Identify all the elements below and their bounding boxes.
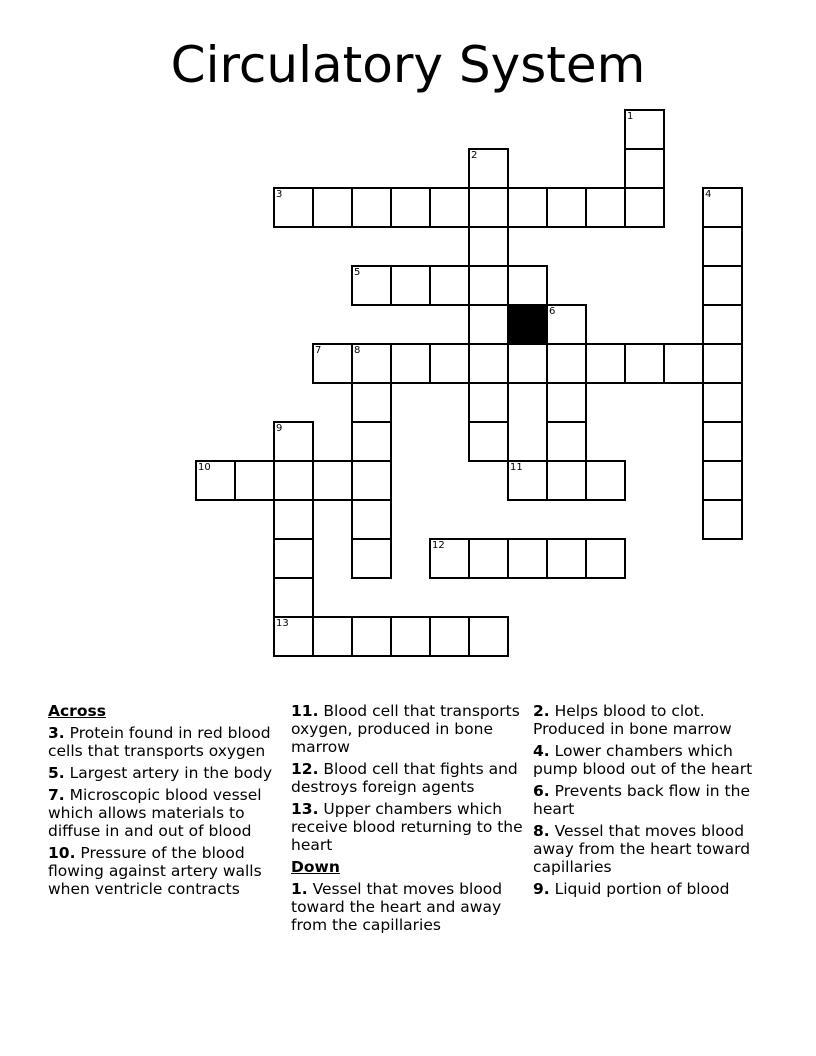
crossword-cell[interactable] (312, 616, 353, 657)
clue-column-3 (533, 702, 769, 902)
crossword-cell[interactable] (624, 187, 665, 228)
clue-number: 13 (276, 618, 289, 629)
clue-number: 7 (315, 345, 322, 356)
clue-number-label: 3. (48, 724, 65, 742)
crossword-cell[interactable] (351, 187, 392, 228)
clue-item (48, 844, 284, 898)
clue-number: 10 (198, 462, 211, 473)
crossword-cell[interactable] (273, 538, 314, 579)
crossword-cell[interactable] (702, 265, 743, 306)
crossword-cell[interactable] (546, 187, 587, 228)
crossword-cell[interactable] (273, 187, 314, 228)
crossword-cell[interactable] (273, 460, 314, 501)
clue-text: Vessel that moves blood away from the heart toward capillaries (533, 822, 751, 876)
clue-text: Lower chambers which pump blood out of the heart (533, 742, 753, 778)
clue-item (533, 822, 769, 876)
crossword-cell[interactable] (624, 148, 665, 189)
crossword-cell[interactable] (351, 382, 392, 423)
crossword-cell[interactable] (234, 460, 275, 501)
clue-text: Blood cell that fights and destroys foreign agents (291, 760, 518, 796)
crossword-cell[interactable] (429, 343, 470, 384)
crossword-cell[interactable] (429, 187, 470, 228)
crossword-cell[interactable] (351, 421, 392, 462)
crossword-cell[interactable] (468, 187, 509, 228)
crossword-cell[interactable] (429, 265, 470, 306)
crossword-cell[interactable] (546, 343, 587, 384)
clue-text: Vessel that moves blood toward the heart and away from the capillaries (291, 880, 503, 934)
crossword-cell[interactable] (351, 343, 392, 384)
clue-text: Helps blood to clot. Produced in bone marrow (533, 702, 732, 738)
crossword-cell[interactable] (351, 460, 392, 501)
crossword-cell[interactable] (507, 265, 548, 306)
crossword-cell[interactable] (702, 304, 743, 345)
crossword-cell[interactable] (468, 148, 509, 189)
crossword-cell[interactable] (546, 421, 587, 462)
clue-number-label: 2. (533, 702, 550, 720)
crossword-cell[interactable] (351, 538, 392, 579)
crossword-cell[interactable] (663, 343, 704, 384)
crossword-cell[interactable] (273, 499, 314, 540)
clues-section (0, 702, 816, 962)
clue-number: 3 (276, 189, 283, 200)
clue-number: 8 (354, 345, 361, 356)
clue-text: Microscopic blood vessel which allows materials to diffuse in and out of blood (48, 786, 262, 840)
clue-number: 9 (276, 423, 283, 434)
crossword-cell[interactable] (585, 538, 626, 579)
clue-text: Prevents back flow in the heart (533, 782, 750, 818)
clue-column-1 (48, 702, 284, 902)
clue-text: Protein found in red blood cells that transports oxygen (48, 724, 271, 760)
clue-text: Liquid portion of blood (549, 880, 730, 898)
crossword-cell[interactable] (390, 187, 431, 228)
crossword-cell[interactable] (468, 265, 509, 306)
clue-item (48, 724, 284, 760)
crossword-cell[interactable] (585, 460, 626, 501)
clue-number-label: 4. (533, 742, 550, 760)
clue-item (533, 742, 769, 778)
clue-item (291, 880, 527, 934)
clue-number: 12 (432, 540, 445, 551)
crossword-cell[interactable] (468, 616, 509, 657)
black-cell (507, 304, 548, 345)
clue-number-label: 7. (48, 786, 65, 804)
crossword-cell[interactable] (624, 343, 665, 384)
clue-item (291, 800, 527, 854)
clue-number: 6 (549, 306, 556, 317)
crossword-cell[interactable] (351, 499, 392, 540)
clue-number-label: 12. (291, 760, 319, 778)
crossword-cell[interactable] (312, 460, 353, 501)
crossword-cell[interactable] (273, 421, 314, 462)
clue-number-label: 5. (48, 764, 65, 782)
crossword-cell[interactable] (390, 265, 431, 306)
clue-number: 4 (705, 189, 712, 200)
clue-item (291, 760, 527, 796)
crossword-cell[interactable] (312, 187, 353, 228)
across-header: Across (48, 702, 106, 720)
crossword-cell[interactable] (390, 616, 431, 657)
crossword-cell[interactable] (429, 538, 470, 579)
clue-item (291, 702, 527, 756)
crossword-cell[interactable] (468, 538, 509, 579)
crossword-cell[interactable] (702, 382, 743, 423)
crossword-cell[interactable] (273, 577, 314, 618)
crossword-cell[interactable] (468, 343, 509, 384)
clue-number-label: 10. (48, 844, 76, 862)
crossword-cell[interactable] (390, 343, 431, 384)
crossword-cell[interactable] (507, 538, 548, 579)
crossword-cell[interactable] (585, 187, 626, 228)
crossword-cell[interactable] (429, 616, 470, 657)
crossword-cell[interactable] (702, 421, 743, 462)
down-header: Down (291, 858, 340, 876)
crossword-cell[interactable] (507, 187, 548, 228)
crossword-cell[interactable] (468, 382, 509, 423)
crossword-cell[interactable] (702, 187, 743, 228)
clue-item (533, 702, 769, 738)
clue-item (533, 782, 769, 818)
crossword-cell[interactable] (351, 616, 392, 657)
crossword-cell[interactable] (624, 109, 665, 150)
clue-number: 11 (510, 462, 523, 473)
clue-number-label: 13. (291, 800, 319, 818)
crossword-cell[interactable] (312, 343, 353, 384)
crossword-cell[interactable] (468, 304, 509, 345)
crossword-cell[interactable] (351, 265, 392, 306)
crossword-cell[interactable] (546, 538, 587, 579)
crossword-cell[interactable] (468, 226, 509, 267)
crossword-cell[interactable] (507, 460, 548, 501)
crossword-cell[interactable] (702, 226, 743, 267)
clue-text: Largest artery in the body (64, 764, 273, 782)
clue-text: Upper chambers which receive blood returning to the heart (291, 800, 523, 854)
clue-number-label: 9. (533, 880, 550, 898)
clue-item (533, 880, 769, 898)
clue-number-label: 8. (533, 822, 550, 840)
crossword-cell[interactable] (546, 460, 587, 501)
clue-number-label: 1. (291, 880, 308, 898)
crossword-cell[interactable] (546, 304, 587, 345)
clue-text: Blood cell that transports oxygen, produced in bone marrow (291, 702, 520, 756)
clue-number: 1 (627, 111, 634, 122)
crossword-cell[interactable] (546, 382, 587, 423)
clue-item (48, 764, 284, 782)
crossword-cell[interactable] (195, 460, 236, 501)
crossword-cell[interactable] (702, 460, 743, 501)
clue-number-label: 6. (533, 782, 550, 800)
clue-number-label: 11. (291, 702, 319, 720)
clue-number: 5 (354, 267, 361, 278)
crossword-cell[interactable] (702, 343, 743, 384)
crossword-cell[interactable] (273, 616, 314, 657)
clue-column-2 (291, 702, 527, 938)
page-title: Circulatory System (170, 36, 646, 94)
crossword-cell[interactable] (585, 343, 626, 384)
crossword-cell[interactable] (468, 421, 509, 462)
crossword-cell[interactable] (507, 343, 548, 384)
clue-number: 2 (471, 150, 478, 161)
clue-item (48, 786, 284, 840)
crossword-cell[interactable] (702, 499, 743, 540)
clue-text: Pressure of the blood flowing against artery walls when ventricle contracts (48, 844, 262, 898)
